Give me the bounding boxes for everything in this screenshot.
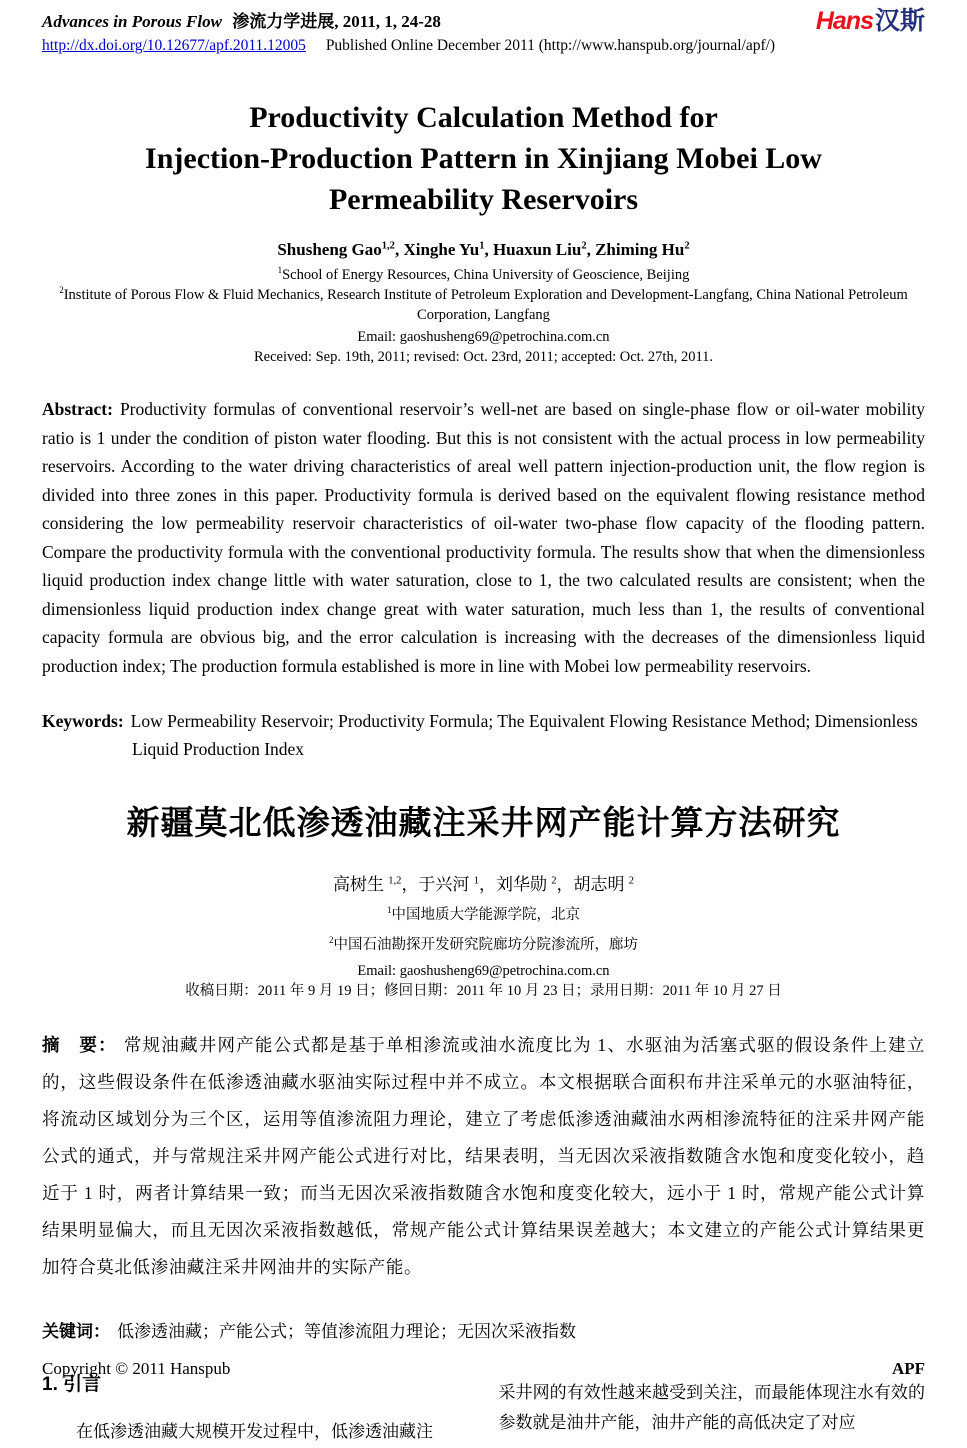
hanspub-logo <box>816 7 925 34</box>
abstract-label: Abstract: <box>42 399 113 420</box>
keywords-label-chinese: 关键词： <box>42 1321 110 1341</box>
title-line-2: Injection-Production Pattern in Xinjiang Mobei Low <box>145 142 822 176</box>
abstract-text-chinese: 常规油藏井网产能公式都是基于单相渗流或油水流度比为 1、水驱油为活塞式驱的假设条件上建立的，这些假设条件在低渗透油藏水驱油实际过程中并不成立。本文根据联合面积布井注采单元的水驱油特征，将流动区域划分为三个区，运用等值渗流阻力理论，建立了考虑低渗透油藏油水两相渗流特征的注采井网产能公式的通式，并与常规注采井网产能公式进行对比，结果表明，当无因次采液指数随含水饱和度变化较小，趋近于 1 时，两者计算结果一致；而当无因次采液指数随含水饱和度变化较大，远小于 1 时，常规产能公式计算结果明显偏大，而且无因次采液指数越低，常规产能公式计算结果误差越大；本文建立的产能公式计算结果更加符合莫北低渗油藏注采井网油井的实际产能。 <box>42 1034 925 1278</box>
author-affiliation-superscript: 2 <box>628 875 634 887</box>
received-dates-english: Received: Sep. 19th, 2011; revised: Oct. 23rd, 2011; accepted: Oct. 27th, 2011. <box>253 349 714 366</box>
author-affiliation-superscript: 1 <box>479 240 485 252</box>
received-dates-chinese: 收稿日期：2011 年 9 月 19 日；修回日期：2011 年 10 月 23 日；录用日期：2011 年 10 月 27 日 <box>185 982 782 999</box>
journal-name: Advances in Porous Flow <box>42 12 222 31</box>
author-name: ，于兴河 $^1$ <box>401 875 479 895</box>
abstract-label-chinese: 摘 要： <box>42 1034 117 1055</box>
email-line-english: Email: gaoshusheng69@petrochina.com.cn <box>357 329 610 346</box>
keywords-label: Keywords: <box>42 711 124 732</box>
journal-issue-info: 渗流力学进展, 2011, 1, 24-28 <box>232 12 441 31</box>
keywords-text: Low Permeability Reservoir; Productivity Formula; The Equivalent Flowing Resistance Method; Dimensionless Liquid Production Index <box>130 711 918 760</box>
affiliation-2-chinese: $^2$中国石油勘探开发研究院廊坊分院渗流所，廊坊 <box>329 935 638 954</box>
author-name: ，胡志明 $^2$ <box>556 875 634 895</box>
keywords-english <box>42 707 925 763</box>
affiliation-1: $^1$School of Energy Resources, China University of Geoscience, Beijing <box>277 265 690 284</box>
journal-info-block <box>42 7 775 55</box>
title-line-3: Permeability Reservoirs <box>328 183 639 217</box>
footer-journal-abbr: APF <box>891 1359 925 1378</box>
published-online-info: Published Online December 2011 (http://www.hanspub.org/journal/apf/) <box>325 37 776 54</box>
journal-title-line <box>42 7 775 32</box>
page-footer <box>42 1359 925 1379</box>
intro-left-column <box>42 1368 469 1448</box>
paper-title-chinese: 新疆莫北低渗透油藏注采井网产能计算方法研究 <box>126 806 841 843</box>
affiliations-english <box>42 265 925 367</box>
author-name: 高树生 $^{1,2}$ <box>333 875 402 895</box>
section-1-heading: 1. 引言 <box>42 1373 102 1395</box>
affiliation-1-chinese: $^1$中国地质大学能源学院，北京 <box>387 905 580 924</box>
intro-left-paragraph: 在低渗透油藏大规模开发过程中，低渗透油藏注 <box>76 1422 433 1442</box>
author-affiliation-superscript: 2 <box>684 240 690 252</box>
author-name: , Huaxun Liu$^2$ <box>484 240 587 260</box>
authors-line-chinese <box>42 870 925 895</box>
affiliations-chinese <box>42 901 925 960</box>
abstract-chinese <box>42 1027 925 1287</box>
affiliation-2: $^2$Institute of Porous Flow & Fluid Mechanics, Research Institute of Petroleum Exploration and Development-Langfang, China National Petroleum Corporation, Langfang <box>59 285 908 324</box>
intro-two-column-body <box>42 1368 925 1448</box>
doi-line <box>42 37 775 55</box>
keywords-chinese <box>42 1317 925 1342</box>
author-affiliation-superscript: 1 <box>473 875 479 887</box>
author-affiliation-superscript: 1,2 <box>388 875 402 887</box>
author-name: , Zhiming Hu$^2$ <box>586 240 690 260</box>
intro-right-column <box>499 1368 926 1448</box>
author-name: Shusheng Gao$^{1,2}$ <box>277 240 395 260</box>
author-name: ，刘华勋 $^2$ <box>478 875 557 895</box>
abstract-english <box>42 395 925 680</box>
hans-logo-text: Hans <box>815 7 873 35</box>
intro-right-paragraph: 采井网的有效性越来越受到关注，而最能体现注水有效的参数就是油井产能，油井产能的高低决定了对应 <box>498 1382 925 1432</box>
author-affiliation-superscript: 2 <box>581 240 587 252</box>
paper-title-english <box>42 97 925 220</box>
authors-line-english <box>42 240 925 260</box>
title-line-1: Productivity Calculation Method for <box>249 101 718 134</box>
author-name: , Xinghe Yu$^1$ <box>394 240 485 260</box>
doi-link[interactable]: http://dx.doi.org/10.12677/apf.2011.12005 <box>42 37 306 54</box>
keywords-text-chinese: 低渗透油藏；产能公式；等值渗流阻力理论；无因次采液指数 <box>117 1321 576 1341</box>
author-affiliation-superscript: 1,2 <box>381 240 395 252</box>
footer-copyright: Copyright © 2011 Hanspub <box>42 1359 231 1378</box>
journal-header <box>42 7 925 55</box>
author-affiliation-superscript: 2 <box>551 875 557 887</box>
hans-logo-chinese-text: 汉斯 <box>874 7 925 35</box>
abstract-text: Productivity formulas of conventional reservoir’s well-net are based on single-phase flow or oil-water mobility ratio is 1 under the condition of piston water flooding. But this is not consistent with the actual process in low permeability reservoirs. According to the water driving characteristics of areal well pattern injection-production unit, the flow region is divided into three zones in this paper. Productivity formula is derived based on the equivalent flowing resistance method considering the low permeability reservoir characteristics of oil-water two-phase flow capacity of the flooding pattern. Compare the productivity formula with the conventional productivity formula. The results show that when the dimensionless liquid production index change little with water saturation, close to 1, the two calculated results are consistent; when the dimensionless liquid production index change great with water saturation, much less than 1, the results of conventional capacity formula are obvious big, and the error calculation is increasing with the decreases of the dimensionless liquid production index; The production formula established is more in line with Mobei low permeability reservoirs. <box>42 399 925 676</box>
email-line-chinese: Email: gaoshusheng69@petrochina.com.cn <box>357 962 610 979</box>
